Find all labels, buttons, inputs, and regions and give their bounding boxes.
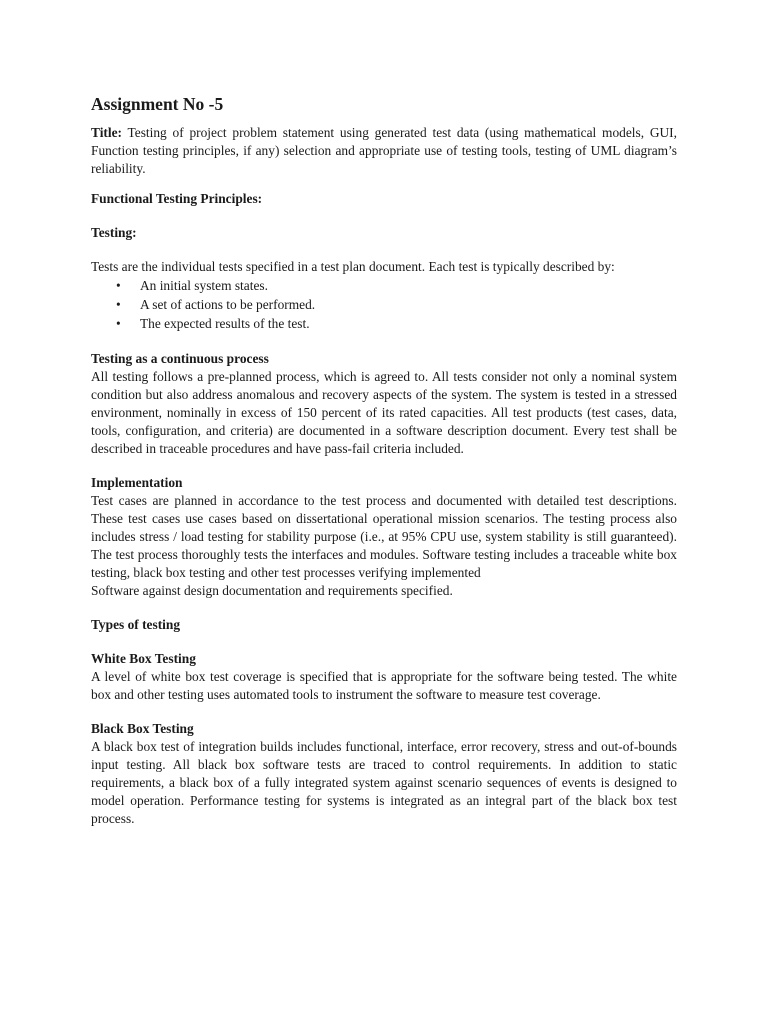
continuous-process-heading: Testing as a continuous process bbox=[91, 351, 269, 366]
implementation-text: Test cases are planned in accordance to the test process and documented with detailed test descriptions. These test cases use cases based on dissertational operational mission scenarios. The testing process also includes stress / load testing for stability purpose (i.e., at 95% CPU use, system stability is still guaranteed). The test process thoroughly tests the interfaces and modules. Software testing includes a traceable white box testing, black box testing and other test processes verifying implemented bbox=[91, 493, 677, 580]
title-text: Testing of project problem statement using generated test data (using mathematical models, GUI, Function testing principles, if any) selection and appropriate use of testing tools, testing of UML diagram’s reliability. bbox=[91, 125, 677, 176]
implementation-heading: Implementation bbox=[91, 475, 183, 490]
title-paragraph bbox=[91, 124, 677, 178]
testing-heading: Testing: bbox=[91, 225, 137, 240]
document-page bbox=[91, 92, 677, 828]
continuous-process-text: All testing follows a pre-planned process, which is agreed to. All tests consider not only a nominal system condition but also address anomalous and recovery aspects of the system. The system is tested in a stressed environment, nominally in excess of 150 percent of its rated capacities. All test products (test cases, data, tools, configuration, and criteria) are documented in a software description document. Every test shall be described in traceable procedures and have pass-fail criteria included. bbox=[91, 369, 677, 456]
testing-intro: Tests are the individual tests specified in a test plan document. Each test is typically described by: bbox=[91, 259, 615, 274]
implementation-text-continued: Software against design documentation and requirements specified. bbox=[91, 583, 453, 598]
functional-testing-heading: Functional Testing Principles: bbox=[91, 191, 263, 206]
list-item: • An initial system states. bbox=[140, 277, 677, 295]
types-of-testing-heading: Types of testing bbox=[91, 617, 181, 632]
black-box-text: A black box test of integration builds includes functional, interface, error recovery, stress and out-of-bounds input testing. All black box software tests are traced to control requirements. In addition to static requirements, a black box of a fully integrated system against scenario sequences of events is designed to model operation. Performance testing for systems is integrated as an integral part of the black box test process. bbox=[91, 739, 677, 826]
list-item: • The expected results of the test. bbox=[140, 315, 677, 333]
assignment-heading: Assignment No -5 bbox=[91, 94, 224, 114]
white-box-heading: White Box Testing bbox=[91, 651, 196, 666]
black-box-heading: Black Box Testing bbox=[91, 721, 194, 736]
test-description-list bbox=[91, 277, 677, 333]
list-item: • A set of actions to be performed. bbox=[140, 296, 677, 314]
white-box-text: A level of white box test coverage is specified that is appropriate for the software being tested. The white box and other testing uses automated tools to instrument the software to measure test coverage. bbox=[91, 669, 677, 702]
title-label: Title: bbox=[91, 125, 122, 140]
